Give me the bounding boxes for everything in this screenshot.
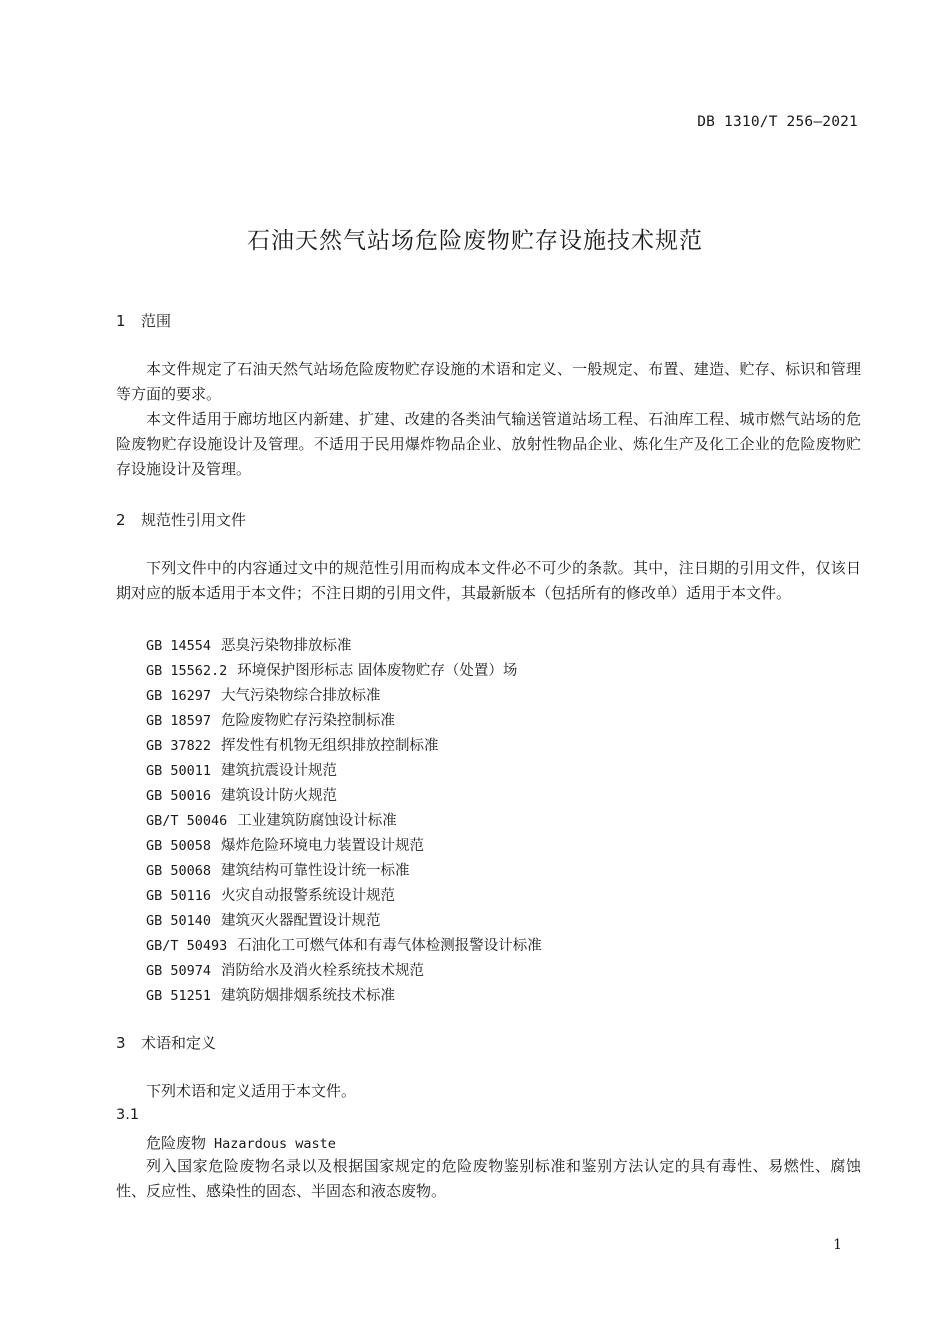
term-number: 3.1 bbox=[116, 1107, 140, 1123]
reference-item bbox=[146, 909, 381, 930]
reference-code: GB 51251 bbox=[146, 988, 212, 1004]
reference-item bbox=[146, 759, 337, 780]
reference-code: GB 14554 bbox=[146, 638, 212, 654]
term-definition: 列入国家危险废物名录以及根据国家规定的危险废物鉴别标准和鉴别方法认定的具有毒性、易燃性、腐蚀性、反应性、感染性的固态、半固态和液态废物。 bbox=[116, 1157, 861, 1200]
reference-item bbox=[146, 884, 395, 905]
reference-code: GB 50068 bbox=[146, 863, 212, 879]
reference-title: 建筑灭火器配置设计规范 bbox=[221, 913, 381, 929]
reference-code: GB 18597 bbox=[146, 713, 212, 729]
reference-code: GB 15562.2 bbox=[146, 663, 228, 679]
reference-title: 建筑抗震设计规范 bbox=[221, 763, 338, 779]
reference-title: 火灾自动报警系统设计规范 bbox=[221, 888, 396, 904]
paragraph: 下列文件中的内容通过文中的规范性引用而构成本文件必不可少的条款。其中，注日期的引用文件，仅该日期对应的版本适用于本文件；不注日期的引用文件，其最新版本（包括所有的修改单）适用于本文件。 bbox=[116, 559, 861, 602]
section-title: 范围 bbox=[141, 312, 172, 330]
reference-title: 石油化工可燃气体和有毒气体检测报警设计标准 bbox=[237, 938, 542, 954]
reference-code: GB 37822 bbox=[146, 738, 212, 754]
reference-title: 环境保护图形标志 固体废物贮存（处置）场 bbox=[237, 663, 518, 679]
page-number: 1 bbox=[833, 1237, 842, 1253]
reference-item bbox=[146, 659, 517, 680]
section-title: 术语和定义 bbox=[141, 1034, 217, 1052]
reference-title: 建筑设计防火规范 bbox=[221, 788, 338, 804]
term-english: Hazardous waste bbox=[214, 1136, 336, 1152]
section-number: 1 bbox=[116, 312, 126, 330]
reference-title: 消防给水及消火栓系统技术规范 bbox=[221, 963, 425, 979]
reference-item bbox=[146, 834, 424, 855]
reference-title: 挥发性有机物无组织排放控制标准 bbox=[221, 738, 439, 754]
reference-code: GB 50974 bbox=[146, 963, 212, 979]
reference-code: GB 50058 bbox=[146, 838, 212, 854]
reference-item bbox=[146, 984, 395, 1005]
paragraph: 下列术语和定义适用于本文件。 bbox=[146, 1082, 357, 1100]
reference-code: GB/T 50493 bbox=[146, 938, 228, 954]
section-title: 规范性引用文件 bbox=[141, 511, 247, 529]
document-number: DB 1310/T 256—2021 bbox=[697, 114, 858, 130]
page-title: 石油天然气站场危险废物贮存设施技术规范 bbox=[247, 228, 703, 254]
reference-title: 危险废物贮存污染控制标准 bbox=[221, 713, 396, 729]
reference-item bbox=[146, 634, 352, 655]
reference-code: GB 50011 bbox=[146, 763, 212, 779]
reference-title: 爆炸危险环境电力装置设计规范 bbox=[221, 838, 425, 854]
reference-code: GB 16297 bbox=[146, 688, 212, 704]
reference-code: GB 50016 bbox=[146, 788, 212, 804]
section-3-heading bbox=[116, 1032, 216, 1053]
reference-code: GB/T 50046 bbox=[146, 813, 228, 829]
reference-title: 工业建筑防腐蚀设计标准 bbox=[237, 813, 397, 829]
reference-item bbox=[146, 959, 424, 980]
reference-item bbox=[146, 809, 397, 830]
paragraph: 本文件规定了石油天然气站场危险废物贮存设施的术语和定义、一般规定、布置、建造、贮存、标识和管理等方面的要求。 bbox=[116, 360, 861, 403]
reference-item bbox=[146, 934, 542, 955]
section-1-heading bbox=[116, 310, 171, 331]
reference-code: GB 50140 bbox=[146, 913, 212, 929]
reference-title: 大气污染物综合排放标准 bbox=[221, 688, 381, 704]
section-2-heading bbox=[116, 509, 246, 530]
section-number: 2 bbox=[116, 511, 126, 529]
reference-title: 建筑结构可靠性设计统一标准 bbox=[221, 863, 410, 879]
term-chinese: 危险废物 bbox=[146, 1134, 207, 1152]
paragraph: 本文件适用于廊坊地区内新建、扩建、改建的各类油气输送管道站场工程、石油库工程、城市燃气站场的危险废物贮存设施设计及管理。不适用于民用爆炸物品企业、放射性物品企业、炼化生产及化工企业的危险废物贮存设施设计及管理。 bbox=[116, 410, 861, 478]
section-number: 3 bbox=[116, 1034, 126, 1052]
reference-item bbox=[146, 684, 381, 705]
reference-item bbox=[146, 709, 395, 730]
term-heading bbox=[146, 1132, 336, 1153]
reference-item bbox=[146, 784, 337, 805]
reference-item bbox=[146, 859, 410, 880]
reference-code: GB 50116 bbox=[146, 888, 212, 904]
reference-title: 恶臭污染物排放标准 bbox=[221, 638, 352, 654]
reference-item bbox=[146, 734, 439, 755]
reference-title: 建筑防烟排烟系统技术标准 bbox=[221, 988, 396, 1004]
